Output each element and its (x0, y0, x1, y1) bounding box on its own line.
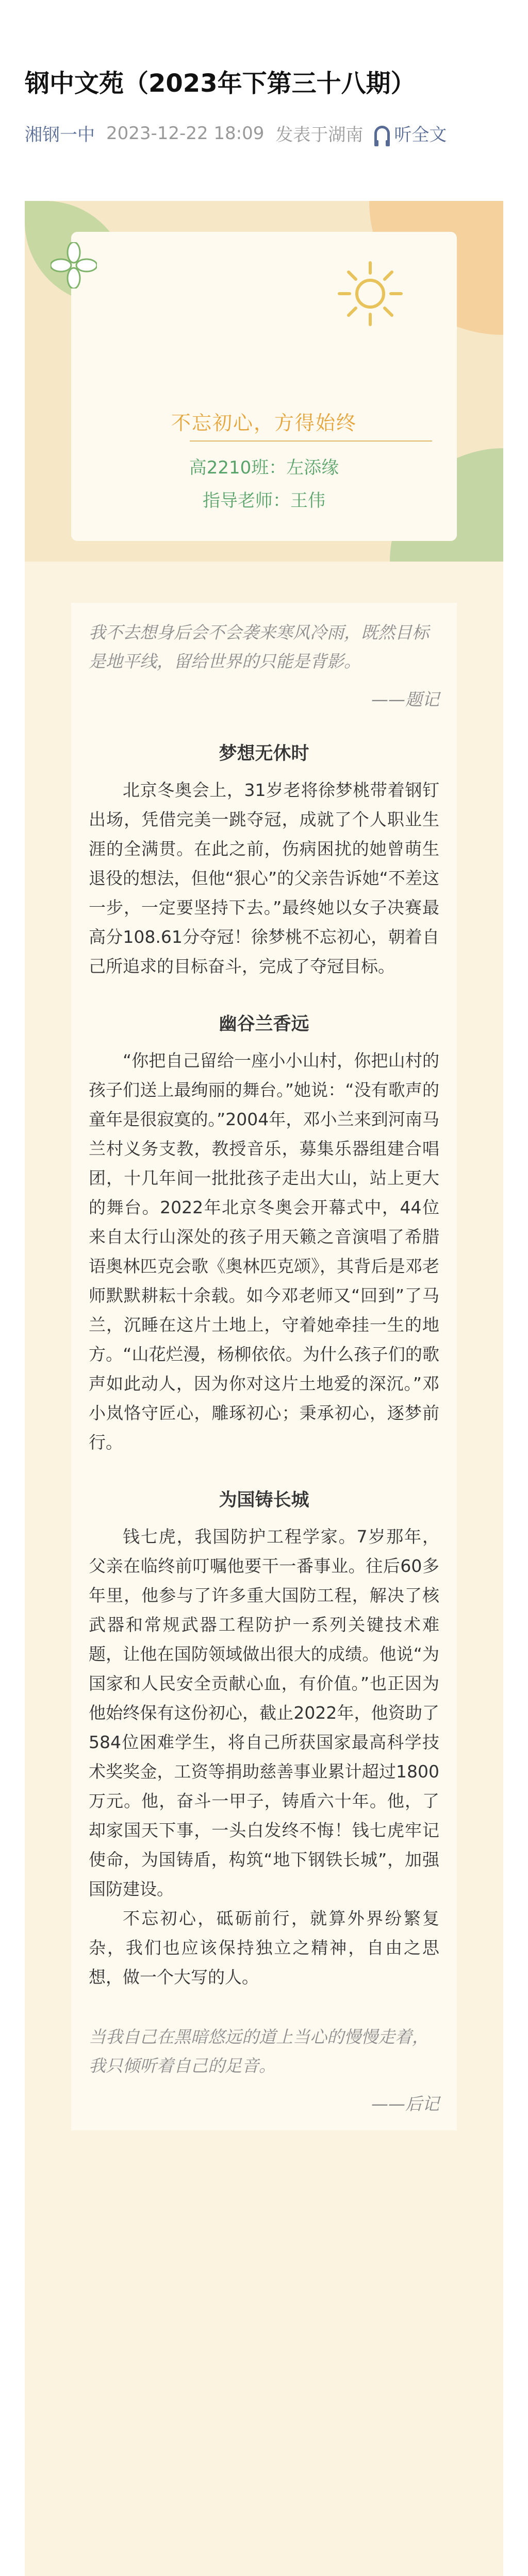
article-header (25, 67, 503, 146)
top-banner (25, 201, 503, 562)
article-card (25, 201, 503, 2576)
article-title: 钢中文苑（2023年下第三十八期） (25, 69, 416, 98)
flower-icon (51, 242, 97, 289)
text-box (71, 603, 457, 2130)
closing-text: 当我自己在黑暗悠远的道上当心的慢慢走着，我只倾听着自己的足音。 (89, 2027, 429, 2076)
author-link[interactable]: 湘钢一中 (25, 125, 95, 145)
headphone-icon (374, 126, 390, 141)
section-1 (89, 739, 439, 981)
listen-button[interactable] (374, 121, 447, 146)
article-meta (25, 121, 503, 146)
banner-panel (71, 232, 457, 541)
article-content (71, 603, 457, 2130)
banner-class-line: 高2210班：左添缘 (189, 457, 339, 478)
publish-datetime: 2023-12-22 18:09 (106, 123, 265, 144)
section-paragraph: 北京冬奥会上，31岁老将徐梦桃带着钢钉出场，凭借完美一跳夺冠，成就了个人职业生涯的全满贯。在此之前，伤病困扰的她曾萌生退役的想法，但他“狠心”的父亲告诉她“不差这一步，一定要坚持下去。”最终她以女子决赛最高分108.61分夺冠！徐梦桃不忘初心，朝着自己所追求的目标奋斗，完成了夺冠目标。 (89, 780, 439, 976)
banner-teacher-line: 指导老师：王伟 (203, 490, 325, 511)
section-paragraph: “你把自己留给一座小小山村，你把山村的孩子们送上最绚丽的舞台。”她说：“没有歌声的童年是很寂寞的。”2004年，邓小兰来到河南马兰村义务支教，教授音乐，募集乐器组建合唱团，十几年间一批批孩子走出大山，站上更大的舞台。2022年北京冬奥会开幕式中，44位来自太行山深处的孩子用天籁之音演唱了希腊语奥林匹克会歌《奥林匹克颂》，其背后是邓老师默默耕耘十余载。如今邓老师又“回到”了马兰，沉睡在这片土地上，守着她牵挂一生的地方。“山花烂漫，杨柳依依。为什么孩子们的歌声如此动人，因为你对这片土地爱的深沉。”邓小岚恪守匠心，雕琢初心；秉承初心，逐梦前行。 (89, 1050, 439, 1452)
motto-divider (190, 440, 432, 442)
section-paragraph: 钱七虎，我国防护工程学家。7岁那年，父亲在临终前叮嘱他要干一番事业。往后60多年里，他参与了许多重大国防工程，解决了核武器和常规武器工程防护一系列关键技术难题，让他在国防领域做出很大的成绩。他说“为国家和人民安全贡献心血，有价值。”也正因为他始终保有这份初心，截止2022年，他资助了584位困难学生，将自己所获国家最高科学技术奖奖金，工资等捐助慈善事业累计超过1800万元。他，奋斗一甲子，铸盾六十年。他，了却家国天下事，一头白发终不悔！钱七虎牢记使命，为国铸盾，构筑“地下钢铁长城”，加强国防建设。 (89, 1527, 439, 1899)
section-heading: 为国铸长城 (219, 1490, 309, 1511)
section-2 (89, 1010, 439, 1457)
section-paragraph: 不忘初心，砥砺前行，就算外界纷繁复杂，我们也应该保持独立之精神，自由之思想，做一个大写的人。 (89, 1908, 439, 1987)
section-heading: 梦想无休时 (219, 743, 309, 764)
sun-icon (334, 258, 406, 330)
section-heading: 幽谷兰香远 (219, 1014, 309, 1035)
publish-location: 发表于湖南 (275, 125, 364, 145)
listen-label: 听全文 (394, 125, 447, 145)
epigraph-text: 我不去想身后会不会袭来寒风冷雨，既然目标是地平线，留给世界的只能是背影。 (89, 622, 429, 671)
section-3 (89, 1486, 439, 1992)
epigraph-signature: ——题记 (371, 689, 439, 709)
banner-motto: 不忘初心，方得始终 (171, 412, 357, 434)
closing-signature: ——后记 (371, 2094, 439, 2114)
